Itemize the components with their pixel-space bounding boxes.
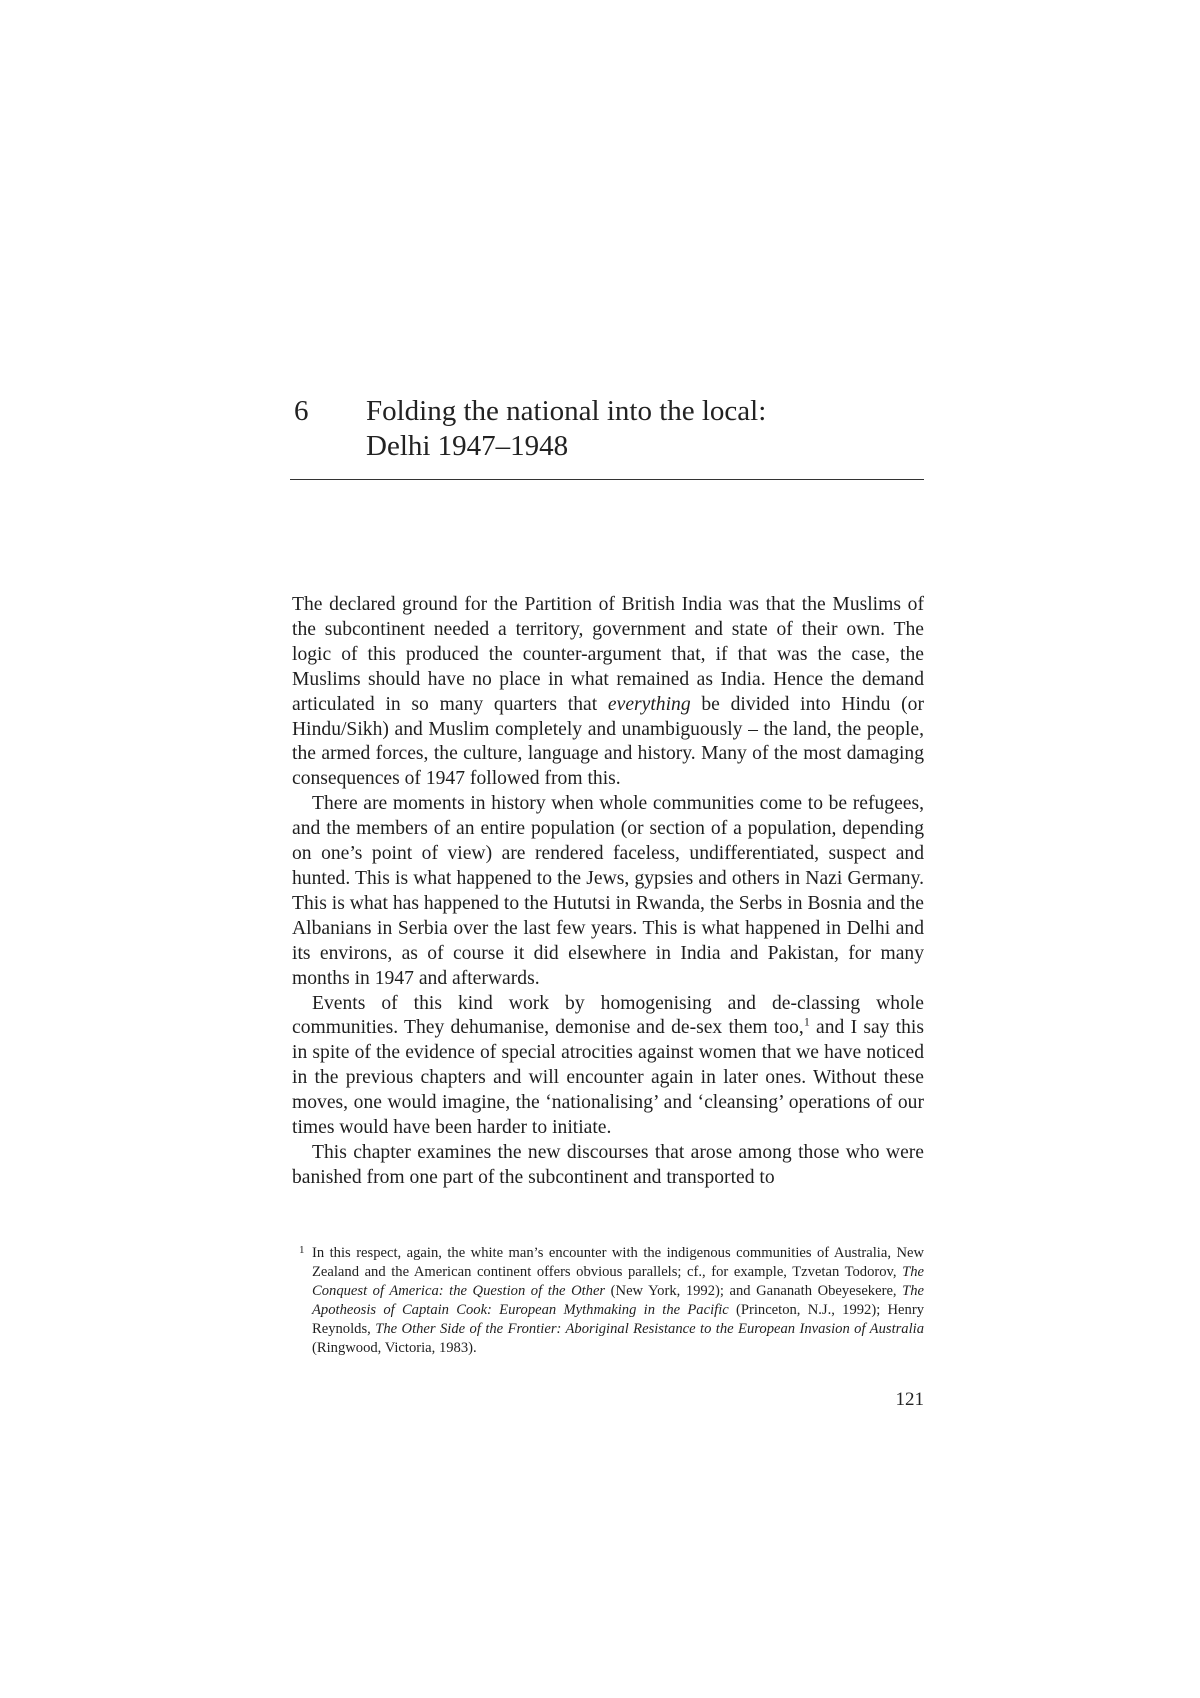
page-number: 121 <box>895 1389 924 1410</box>
paragraph-1: The declared ground for the Partition of British India was that the Muslims of the subcontinent needed a territory, government and state of their own. The logic of this produced the counter-argument that, if that was the case, the Muslims should have no place in what remained as India. Hence the demand articulated in so many quarters that everything be divided into Hindu (or Hindu/Sikh) and Muslim completely and unambiguously – the land, the people, the armed forces, the culture, language and history. Many of the most damaging consequences of 1947 followed from this. <box>292 594 924 790</box>
paragraph-2: There are moments in history when whole communities come to be refugees, and the members of an entire population (or section of a population, depending on one’s point of view) are rendered faceless, undifferentiated, suspect and hunted. This is what happened to the Jews, gypsies and others in Nazi Germany. This is what has happened to the Hututsi in Rwanda, the Serbs in Bosnia and the Albanians in Serbia over the last few years. This is what happened in Delhi and its environs, as of course it did elsewhere in India and Pakistan, for many months in 1947 and afterwards. <box>292 793 924 989</box>
chapter-title-line-1: Folding the national into the local: <box>366 395 767 427</box>
footnote-reference[interactable]: 1 <box>803 1014 810 1029</box>
chapter-title-line-2: Delhi 1947–1948 <box>366 430 569 462</box>
footnote-text: In this respect, again, the white man’s encounter with the indigenous communities of Australia, New Zealand and the American continent offers obvious parallels; cf., for example, Tzvetan Todorov, The Conquest of America: the Question of the Other (New York, 1992); and Gananath Obeyesekere, The Apotheosis of Captain Cook: European Mythmaking in the Pacific (Princeton, N.J., 1992); Henry Reynolds, The Other Side of the Frontier: Aboriginal Resistance to the European Invasion of Australia (Ringwood, Victoria, 1983). <box>312 1245 925 1356</box>
chapter-body <box>292 593 924 1191</box>
footnote <box>292 1244 924 1358</box>
chapter-number: 6 <box>294 395 309 427</box>
paragraph-3: Events of this kind work by homogenising and de-classing whole communities. They dehumanise, demonise and de-sex them too,$^1$ and I say this in spite of the evidence of special atrocities against women that we have noticed in the previous chapters and will encounter again in later ones. Without these moves, one would imagine, the ‘nationalising’ and ‘cleansing’ operations of our times would have been harder to initiate. <box>292 992 925 1139</box>
chapter-title <box>366 394 926 464</box>
chapter-divider-rule <box>290 479 924 480</box>
footnote-mark: 1 <box>299 1244 305 1256</box>
paragraph-4: This chapter examines the new discourses that arose among those who were banished from one part of the subcontinent and transported to <box>292 1141 924 1188</box>
